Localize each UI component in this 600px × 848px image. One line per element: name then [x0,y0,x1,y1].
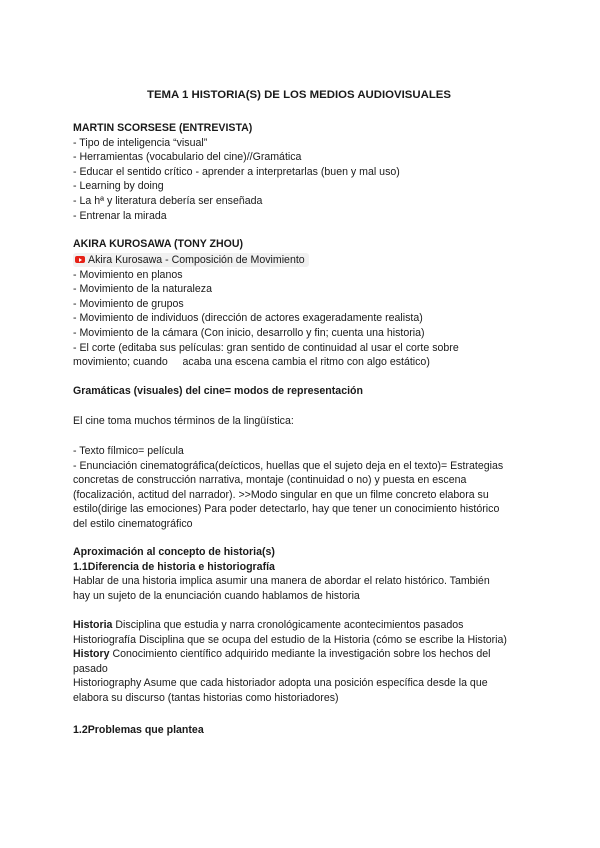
video-link-chip[interactable] [73,253,309,267]
list-item: - Educar el sentido crítico - aprender a interpretarlas (buen y mal uso) [73,165,400,178]
definitions [73,618,533,706]
aproximacion-section [73,545,533,603]
subsection-heading: 1.2Problemas que plantea [73,724,204,736]
definition-line [73,633,533,648]
definition-text: Disciplina que estudia y narra cronológicamente acontecimientos pasados [112,619,464,631]
body-line: concretas de construcción narrativa, montaje (continuidad o no) y puesta en escena [73,474,467,487]
body-line: - Enunciación cinematográfica(deícticos, huellas que el sujeto deja en el texto)= Estrategias [73,459,504,472]
definition-line [73,647,533,662]
list-item: - El corte (editaba sus películas: gran sentido de continuidad al usar el corte sobre [73,341,459,354]
gramaticas-intro: El cine toma muchos términos de la lingüística: [73,415,294,427]
gramaticas-body [73,444,533,532]
definition-text: Historiografía Disciplina que se ocupa del estudio de la Historia (cómo se escribe la Historia) [73,633,507,646]
kurosawa-section [73,237,533,370]
youtube-icon [75,256,85,263]
list-item: - Movimiento en planos [73,268,183,281]
list-item: - Movimiento de la cámara (Con inicio, desarrollo y fin; cuenta una historia) [73,327,425,340]
list-item: - Movimiento de grupos [73,297,184,310]
definition-text: Conocimiento científico adquirido mediante la investigación sobre los hechos del [109,648,491,661]
definition-term: History [73,648,110,661]
body-line: hay un sujeto de la enunciación cuando hablamos de historia [73,589,360,602]
list-item: - Movimiento de la naturaleza [73,283,212,296]
list-item: - Tipo de inteligencia “visual” [73,136,208,149]
list-item: - Entrenar la mirada [73,209,167,222]
kurosawa-heading: AKIRA KUROSAWA (TONY ZHOU) [73,238,244,250]
body-line: (focalización, actitud del narrador). >>Modo singular en que un filme concreto elabora su [73,488,489,501]
gramaticas-section [73,384,533,399]
list-item: - Herramientas (vocabulario del cine)//Gramática [73,151,302,164]
scorsese-section [73,121,533,223]
definition-text: pasado [73,662,108,675]
subsection-heading: 1.1Diferencia de historia e historiografía [73,560,275,573]
definition-line [73,618,533,633]
list-item: - Learning by doing [73,180,164,193]
gramaticas-heading: Gramáticas (visuales) del cine= modos de representación [73,385,363,397]
list-item: movimiento; cuando acaba una escena cambia el ritmo con algo estático) [73,356,430,369]
definition-text: Historiography Asume que cada historiador adopta una posición específica desde la que [73,677,488,690]
scorsese-heading: MARTIN SCORSESE (ENTREVISTA) [73,122,253,134]
video-link-label: Akira Kurosawa - Composición de Movimiento [88,253,305,266]
definition-line [73,691,533,706]
body-line: Hablar de una historia implica asumir una manera de abordar el relato histórico. También [73,575,490,588]
list-item: - Movimiento de individuos (dirección de actores exageradamente realista) [73,312,423,325]
definition-text: elabora su discurso (tantas historias como historiadores) [73,691,339,704]
definition-line [73,676,533,691]
body-line: estilo(dirige las emociones) Para poder detectarlo, hay que tener un conocimiento histórico [73,503,500,516]
body-line: - Texto fílmico= película [73,445,184,457]
list-item: - La hª y literatura debería ser enseñada [73,194,263,207]
page-title: TEMA 1 HISTORIA(S) DE LOS MEDIOS AUDIOVISUALES [147,89,451,101]
body-line: del estilo cinematográfico [73,517,193,530]
aproximacion-heading: Aproximación al concepto de historia(s) [73,546,275,558]
definition-line [73,662,533,677]
definition-term: Historia [73,619,113,631]
